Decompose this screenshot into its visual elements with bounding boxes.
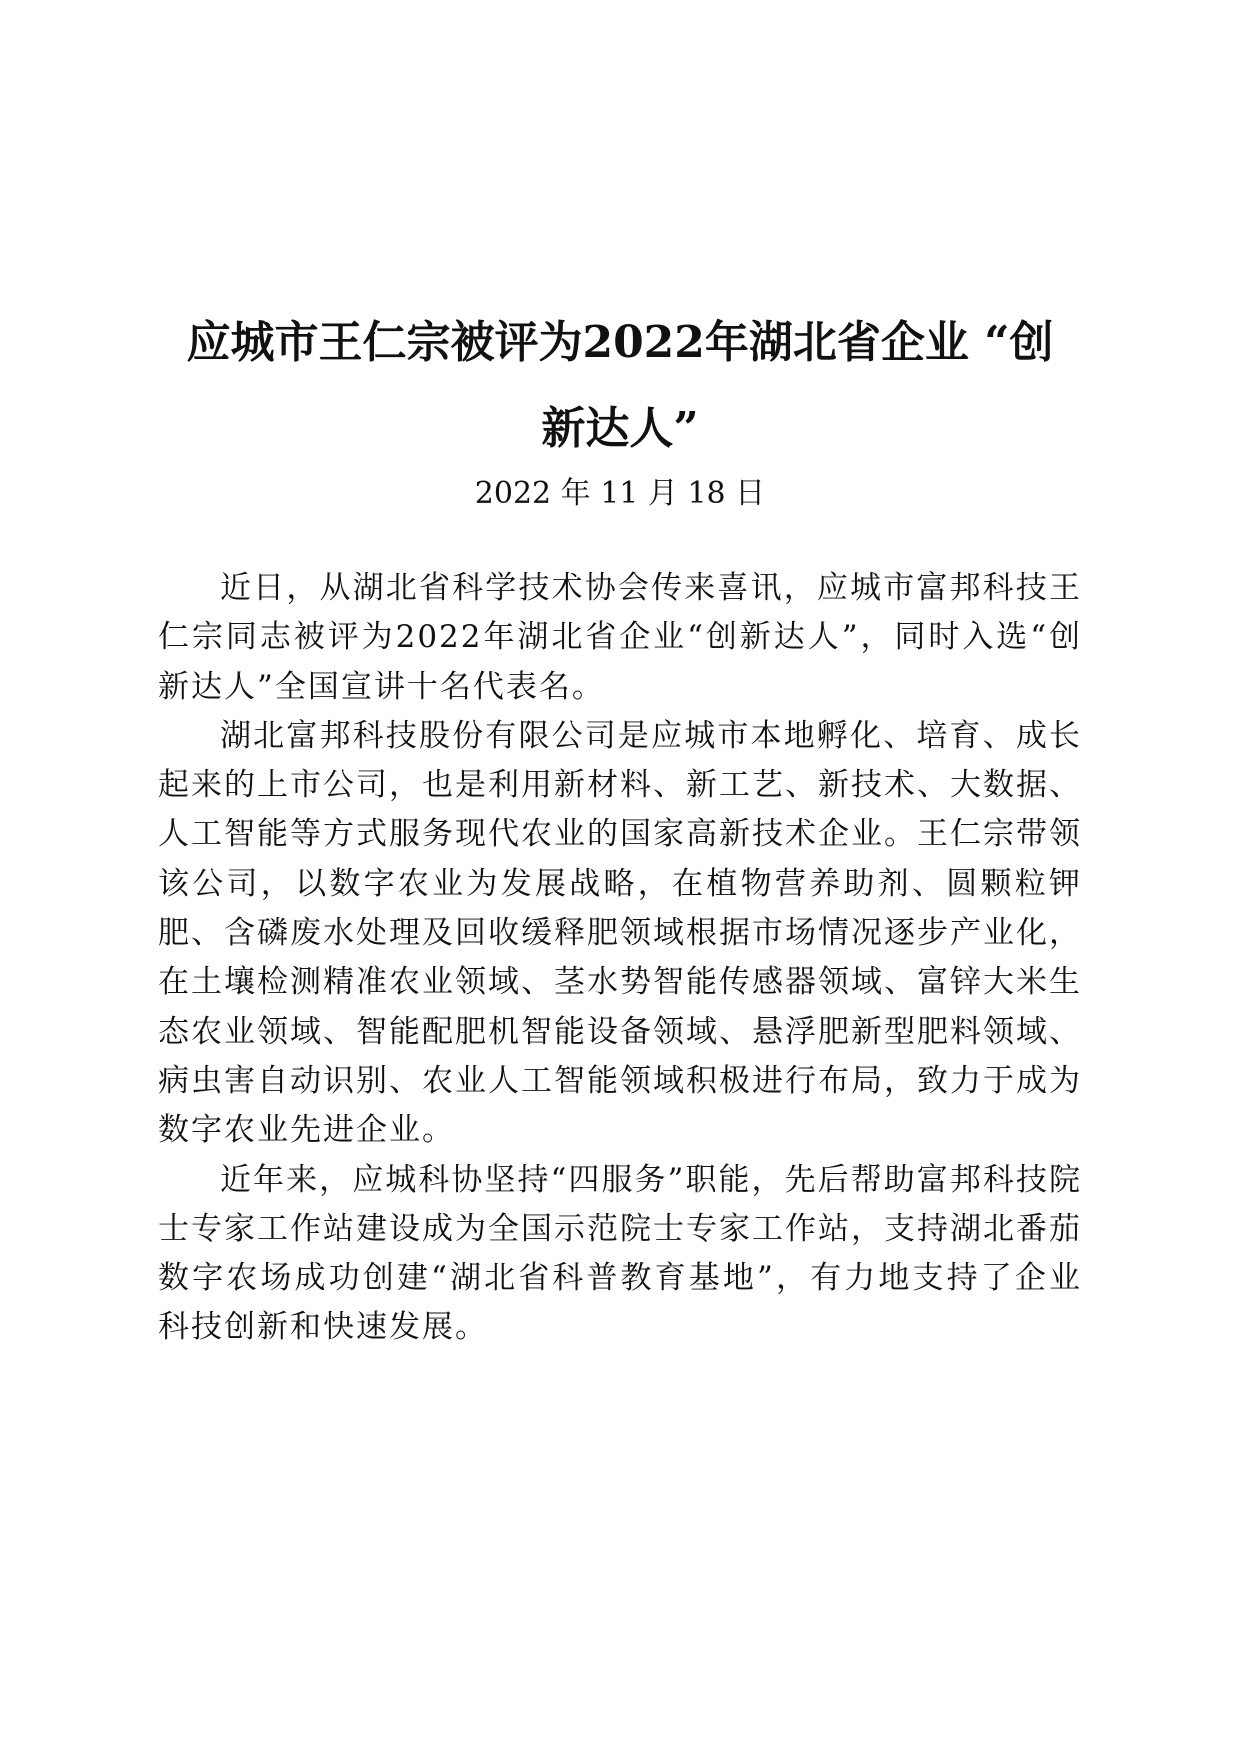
- paragraph-3: 近年来，应城科协坚持“四服务”职能，先后帮助富邦科技院士专家工作站建设成为全国示范院士专家工作站，支持湖北番茄数字农场成功创建“湖北省科普教育基地”，有力地支持了企业科技创新和快速发展。: [158, 1161, 1082, 1346]
- article-body: [158, 564, 1082, 1353]
- publish-date: 2022 年 11 月 18 日: [474, 476, 766, 511]
- article-title-line-2: 新达人”: [541, 403, 699, 454]
- article-title-line-1: 应城市王仁宗被评为2022年湖北省企业 “创: [186, 317, 1054, 368]
- paragraph-1: 近日，从湖北省科学技术协会传来喜讯，应城市富邦科技王仁宗同志被评为2022年湖北省企业“创新达人”，同时入选“创新达人”全国宣讲十名代表名。: [158, 570, 1082, 705]
- paragraph-2: 湖北富邦科技股份有限公司是应城市本地孵化、培育、成长起来的上市公司，也是利用新材料、新工艺、新技术、大数据、人工智能等方式服务现代农业的国家高新技术企业。王仁宗带领该公司，以数字农业为发展战略，在植物营养助剂、圆颗粒钾肥、含磷废水处理及回收缓释肥领域根据市场情况逐步产业化，在土壤检测精准农业领域、茎水势智能传感器领域、富锌大米生态农业领域、智能配肥机智能设备领域、悬浮肥新型肥料领域、病虫害自动识别、农业人工智能领域积极进行布局，致力于成为数字农业先进企业。: [158, 717, 1082, 1149]
- article-title: [150, 300, 1090, 472]
